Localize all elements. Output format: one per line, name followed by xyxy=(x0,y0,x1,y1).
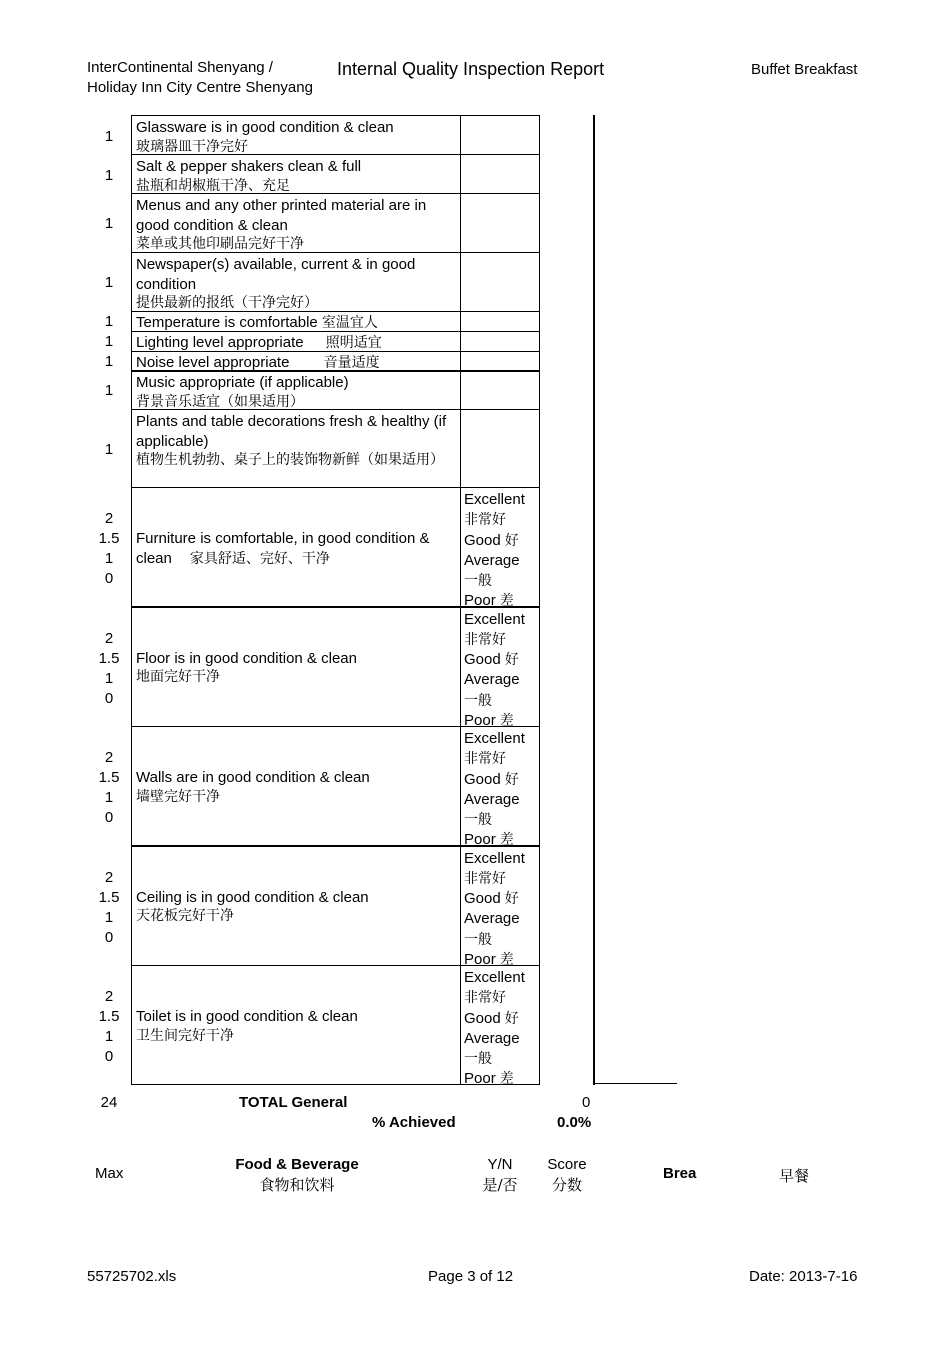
item-max: 1 xyxy=(104,274,114,291)
rating-option-poor-text: Poor xyxy=(464,831,496,846)
rating-option-excellent-cn-text: 非常好 xyxy=(464,870,506,887)
rating-score-value: 1 xyxy=(104,669,114,687)
item-max: 1 xyxy=(104,382,114,399)
rated-item-description xyxy=(131,487,461,607)
rating-option-average-cn-text: 一般 xyxy=(464,573,492,590)
item-yn-cell[interactable] xyxy=(460,193,540,253)
rating-score-value: 1 xyxy=(104,789,114,806)
rating-option-average-text: Average xyxy=(464,551,520,569)
rating-score-value: 2 xyxy=(104,629,114,647)
item-cn: 音量适度 xyxy=(323,355,380,371)
item-max: 1 xyxy=(104,333,114,350)
hotel-name-line1: InterContinental Shenyang / xyxy=(87,59,273,76)
item-cn: 盐瓶和胡椒瓶干净、充足 xyxy=(136,177,290,194)
rating-option-excellent-text: Excellent xyxy=(464,730,525,747)
rated-item-description xyxy=(131,965,461,1085)
rating-option-excellent-cn[interactable] xyxy=(464,510,539,530)
rating-option-good-text: Good xyxy=(464,651,501,669)
page-number: Page 3 of 12 xyxy=(428,1268,514,1285)
score-column-bottom xyxy=(593,1083,677,1084)
item-max: 1 xyxy=(104,128,114,145)
achieved-value: 0.0% xyxy=(557,1114,592,1131)
rating-option-poor[interactable] xyxy=(464,830,539,846)
item-description xyxy=(131,252,461,312)
item-description xyxy=(131,115,461,155)
rating-option-excellent-cn-text: 非常好 xyxy=(464,990,506,1007)
rating-option-average-cn[interactable] xyxy=(464,691,539,711)
rating-option-average-cn[interactable] xyxy=(464,810,539,830)
rated-item-en: Floor is in good condition & clean xyxy=(136,649,357,667)
item-description xyxy=(131,311,461,332)
rating-option-poor-text: Poor xyxy=(464,592,496,607)
rating-score-value: 2 xyxy=(104,510,114,527)
yn-column-header xyxy=(482,1155,518,1195)
item-description xyxy=(131,193,461,253)
rating-option-average-cn[interactable] xyxy=(464,571,539,591)
yn-label: Y/N xyxy=(487,1156,513,1173)
item-max: 1 xyxy=(104,215,114,232)
rating-option-average[interactable] xyxy=(464,790,539,810)
rating-option-good[interactable] xyxy=(464,1009,539,1029)
rating-score-value: 1 xyxy=(104,550,114,567)
food-beverage-heading xyxy=(232,1155,362,1195)
rated-item-en xyxy=(136,529,456,569)
rating-option-poor-text: Poor xyxy=(464,1070,496,1085)
rating-option-excellent[interactable] xyxy=(464,729,539,749)
score-label-cn: 分数 xyxy=(551,1176,582,1194)
rating-option-average[interactable] xyxy=(464,551,539,571)
item-yn-cell[interactable] xyxy=(460,154,540,194)
hotel-name xyxy=(87,58,313,98)
rated-item-description xyxy=(131,846,461,966)
max-column-header: Max xyxy=(95,1165,124,1182)
rated-item-en: Furniture is comfortable, in good condition & clean xyxy=(136,530,430,567)
rating-options[interactable] xyxy=(460,607,540,727)
rated-item-description xyxy=(131,726,461,846)
item-yn-cell[interactable] xyxy=(460,115,540,155)
rated-item-cn: 卫生间完好干净 xyxy=(136,1027,234,1044)
item-description xyxy=(131,351,461,372)
rating-option-average[interactable] xyxy=(464,909,539,929)
food-beverage-title: Food & Beverage xyxy=(235,1156,359,1173)
rating-score-value: 1.5 xyxy=(98,649,120,667)
item-yn-cell[interactable] xyxy=(460,409,540,488)
breakfast-label-cn: 早餐 xyxy=(779,1167,810,1185)
rating-option-good-text: Good xyxy=(464,1009,501,1027)
item-yn-cell[interactable] xyxy=(460,370,540,410)
rating-option-average-text: Average xyxy=(464,1029,520,1047)
rating-option-poor-cn: 差 xyxy=(499,951,514,966)
item-max: 1 xyxy=(104,167,114,184)
rating-score-value: 0 xyxy=(104,689,114,707)
rating-option-excellent-cn[interactable] xyxy=(464,630,539,650)
rating-option-poor[interactable] xyxy=(464,711,539,727)
rating-option-good-cn: 好 xyxy=(504,771,519,788)
item-cn: 背景音乐适宜（如果适用） xyxy=(136,393,304,410)
item-en: Lighting level appropriate xyxy=(136,334,304,351)
item-yn-cell[interactable] xyxy=(460,351,540,372)
item-yn-cell[interactable] xyxy=(460,311,540,332)
item-cn: 玻璃器皿干净完好 xyxy=(136,138,248,155)
rating-option-excellent-text: Excellent xyxy=(464,610,525,628)
rating-option-average[interactable] xyxy=(464,1029,539,1049)
achieved-label: % Achieved xyxy=(372,1114,456,1131)
rating-option-average-text: Average xyxy=(464,910,520,928)
rating-option-good[interactable] xyxy=(464,889,539,909)
rating-option-average-cn-text: 一般 xyxy=(464,812,492,829)
rating-option-excellent-text: Excellent xyxy=(464,849,525,867)
rated-item-cn: 墙壁完好干净 xyxy=(136,788,220,805)
rating-score-value: 1.5 xyxy=(98,530,120,547)
rating-option-poor-cn: 差 xyxy=(499,832,514,846)
rated-item-cn: 家具舒适、完好、干净 xyxy=(189,550,330,567)
item-max: 1 xyxy=(104,353,114,370)
rated-item-en: Walls are in good condition & clean xyxy=(136,769,370,786)
rating-option-excellent-cn[interactable] xyxy=(464,749,539,769)
rating-score-value: 1.5 xyxy=(98,888,120,906)
item-max: 1 xyxy=(104,441,114,458)
item-description xyxy=(131,331,461,352)
rating-option-excellent-cn[interactable] xyxy=(464,988,539,1008)
yn-label-cn: 是/否 xyxy=(482,1176,518,1194)
rated-item-en: Toilet is in good condition & clean xyxy=(136,1008,358,1025)
rating-score-value: 1.5 xyxy=(98,769,120,786)
rating-option-poor[interactable] xyxy=(464,591,539,607)
rating-option-excellent[interactable] xyxy=(464,490,539,510)
rating-score-value: 2 xyxy=(104,749,114,766)
rating-option-poor-cn: 差 xyxy=(499,712,514,727)
rating-option-average-cn-text: 一般 xyxy=(464,1051,492,1068)
rating-option-poor[interactable] xyxy=(464,1069,539,1085)
rating-option-excellent[interactable] xyxy=(464,968,539,988)
rating-scores xyxy=(94,868,124,948)
rating-option-excellent-cn-text: 非常好 xyxy=(464,512,506,529)
rating-options[interactable] xyxy=(460,726,540,846)
rating-option-excellent-cn-text: 非常好 xyxy=(464,751,506,768)
rating-option-poor-cn: 差 xyxy=(499,593,514,607)
rating-options[interactable] xyxy=(460,846,540,966)
rating-option-average-text: Average xyxy=(464,790,520,808)
rating-score-value: 1 xyxy=(104,908,114,926)
section-name: Buffet Breakfast xyxy=(751,61,858,78)
rating-options[interactable] xyxy=(460,487,540,607)
report-date: Date: 2013-7-16 xyxy=(749,1268,858,1285)
item-en: Salt & pepper shakers clean & full xyxy=(136,158,362,175)
rating-score-value: 0 xyxy=(104,570,114,587)
item-yn-cell[interactable] xyxy=(460,331,540,352)
rating-option-average-cn-text: 一般 xyxy=(464,931,492,948)
item-en: Plants and table decorations fresh & healthy (if applicable) xyxy=(136,413,447,450)
rating-option-excellent-text: Excellent xyxy=(464,491,525,508)
rating-option-good[interactable] xyxy=(464,770,539,790)
item-description xyxy=(131,409,461,488)
rating-option-poor-cn: 差 xyxy=(499,1071,514,1085)
rating-option-excellent[interactable] xyxy=(464,610,539,630)
food-beverage-title-cn: 食物和饮料 xyxy=(259,1176,335,1194)
item-cn: 提供最新的报纸（干净完好） xyxy=(136,295,318,311)
item-cn: 菜单或其他印刷品完好干净 xyxy=(136,236,304,252)
item-en: Music appropriate (if applicable) xyxy=(136,374,349,391)
total-label: TOTAL General xyxy=(239,1094,348,1111)
rating-score-value: 1 xyxy=(104,1028,114,1045)
item-en: Noise level appropriate xyxy=(136,354,290,371)
rating-option-good-text: Good xyxy=(464,890,501,908)
rating-option-excellent[interactable] xyxy=(464,849,539,869)
total-max: 24 xyxy=(100,1094,118,1111)
rating-score-value: 2 xyxy=(104,868,114,886)
rating-option-average-text: Average xyxy=(464,671,520,689)
rating-score-value: 0 xyxy=(104,928,114,946)
rated-item-en: Ceiling is in good condition & clean xyxy=(136,888,369,906)
rated-item-cn: 地面完好干净 xyxy=(136,669,220,685)
rating-option-good-cn: 好 xyxy=(504,891,519,908)
item-cn: 植物生机勃勃、桌子上的装饰物新鲜（如果适用） xyxy=(136,452,444,468)
rating-score-value: 0 xyxy=(104,809,114,826)
rating-option-good-text: Good xyxy=(464,770,501,788)
item-en: Menus and any other printed material are in good condition & clean xyxy=(136,197,427,234)
rating-score-value: 1.5 xyxy=(98,1008,120,1025)
rating-option-average-cn[interactable] xyxy=(464,1049,539,1069)
rating-option-poor-text: Poor xyxy=(464,950,496,966)
rating-scores xyxy=(94,509,124,589)
rating-option-good[interactable] xyxy=(464,650,539,670)
rating-option-good-text: Good xyxy=(464,531,501,549)
rating-scores xyxy=(94,987,124,1067)
item-cn: 照明适宜 xyxy=(325,335,382,351)
rating-option-excellent-text: Excellent xyxy=(464,969,525,986)
rating-option-good-cn: 好 xyxy=(504,652,519,669)
rated-item-cn: 天花板完好干净 xyxy=(136,908,234,924)
item-description xyxy=(131,154,461,194)
rating-score-value: 0 xyxy=(104,1048,114,1065)
score-column-header xyxy=(545,1155,589,1195)
rating-option-average[interactable] xyxy=(464,670,539,690)
breakfast-label: Brea xyxy=(663,1165,697,1182)
rating-option-excellent-cn[interactable] xyxy=(464,869,539,889)
item-en: Glassware is in good condition & clean xyxy=(136,119,394,136)
rating-option-average-cn[interactable] xyxy=(464,930,539,950)
rating-options[interactable] xyxy=(460,965,540,1085)
rating-score-value: 2 xyxy=(104,988,114,1005)
rating-option-poor-text: Poor xyxy=(464,711,496,727)
item-max: 1 xyxy=(104,313,114,330)
rating-option-good[interactable] xyxy=(464,531,539,551)
item-cn: 室温宜人 xyxy=(321,315,378,331)
total-score: 0 xyxy=(582,1094,591,1111)
rating-option-good-cn: 好 xyxy=(504,1010,519,1027)
item-en: Temperature is comfortable xyxy=(136,314,318,331)
rating-option-good-cn: 好 xyxy=(504,532,519,549)
rated-item-description xyxy=(131,607,461,727)
item-en: Newspaper(s) available, current & in good condition xyxy=(136,256,416,293)
hotel-name-line2: Holiday Inn City Centre Shenyang xyxy=(87,79,313,96)
rating-scores xyxy=(94,629,124,709)
file-name: 55725702.xls xyxy=(87,1268,177,1285)
rating-option-average-cn-text: 一般 xyxy=(464,692,492,709)
rating-option-excellent-cn-text: 非常好 xyxy=(464,631,506,648)
rating-scores xyxy=(94,748,124,828)
item-description xyxy=(131,370,461,410)
score-column-border xyxy=(593,115,595,1085)
rating-option-poor[interactable] xyxy=(464,950,539,966)
report-title: Internal Quality Inspection Report xyxy=(337,59,605,79)
score-label: Score xyxy=(547,1156,587,1173)
item-yn-cell[interactable] xyxy=(460,252,540,312)
